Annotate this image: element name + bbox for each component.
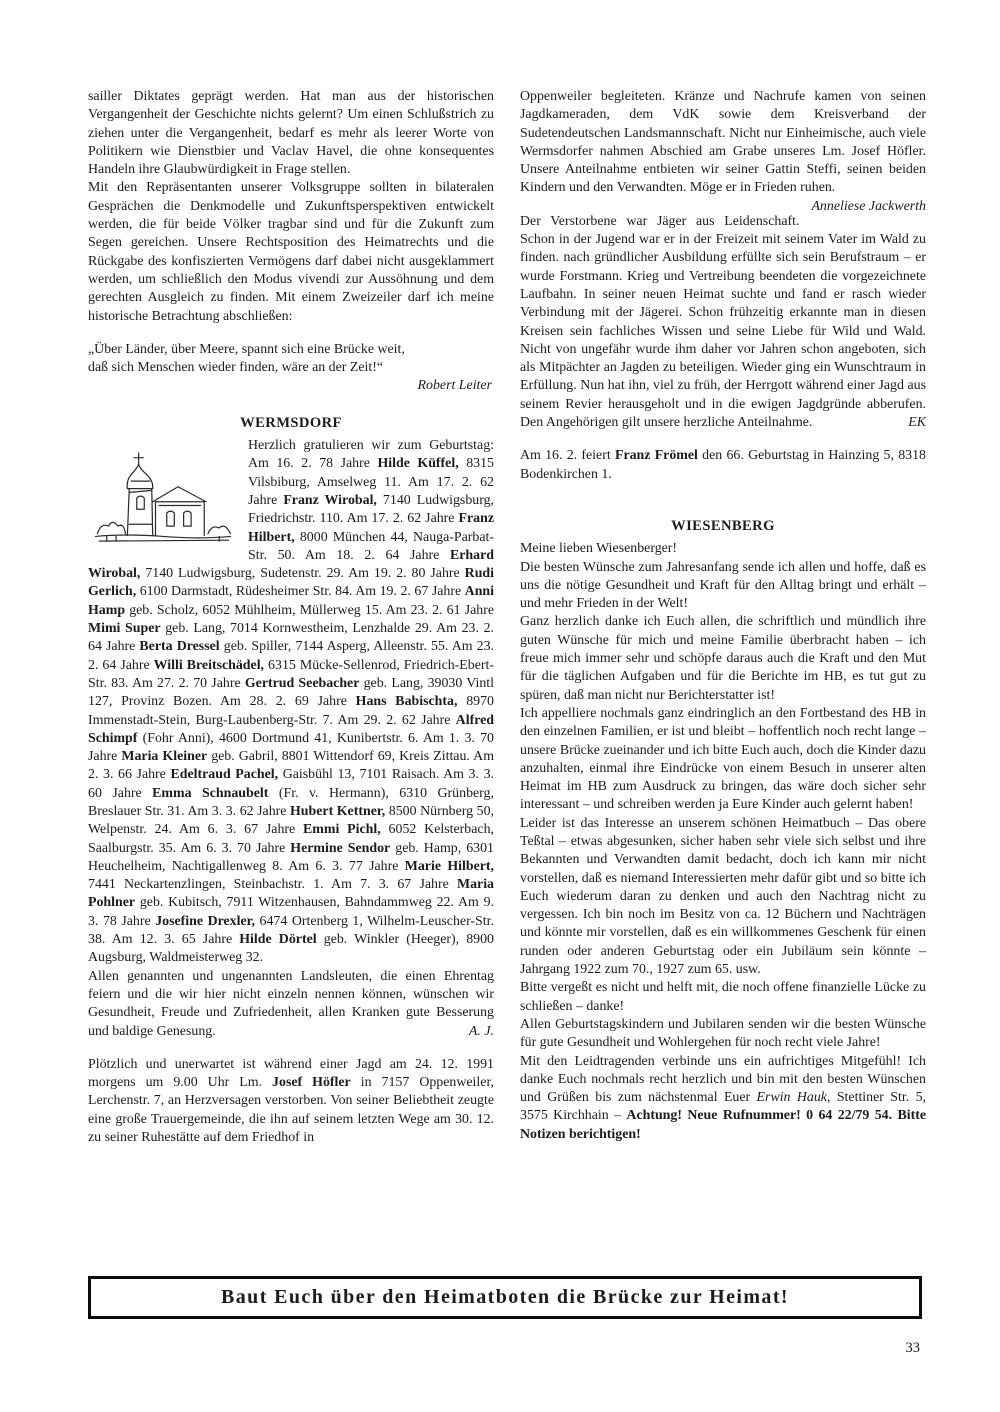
- wermsdorf-section: [88, 414, 494, 1041]
- paragraph-appell: Ich appelliere nochmals ganz eindringlich an den Fortbestand des HB in den einzelnen Familien, er ist und bleibt – hoffentlich noch recht lange – unsere Brücke zueinander und ich bitte Euch auch, doch die Kinder dazu anzuhalten, einmal ihre Eindrücke von einem Besuch in unserer alten Heimat im HB zum Ausdruck zu bringen, das wäre doch sicher sehr interessant – und schreiben werden ja Eure Kinder auch gelernt haben!: [520, 705, 926, 813]
- heimatbote-banner: [88, 1276, 922, 1319]
- froemel-birthday-note: Am 16. 2. feiert Franz Frömel den 66. Geburtstag in Hainzing 5, 8318 Bodenkirchen 1.: [520, 448, 926, 482]
- wiesenberg-salutation: Meine lieben Wiesenberger!: [520, 541, 678, 557]
- paragraph-diktat: sailler Diktates geprägt werden. Hat man aus der historischen Vergangenheit der Geschichte nichts gelernt? Um einen Schlußstrich zu ziehen unter die Vergangenheit, bedarf es mehr als leerer Worte von Politikern wie Dienstbier und Vaclav Havel, die ohne konsequentes Handeln ihre Glaubwürdigkeit in Frage stellen.: [88, 89, 494, 178]
- spacer: [520, 484, 926, 514]
- banner-text: Baut Euch über den Heimatboten die Brücke zur Heimat!: [221, 1286, 789, 1308]
- quote-block: [88, 341, 494, 378]
- birthday-list-paragraph: Herzlich gratulieren wir zum Geburtstag: Am 16. 2. 78 Jahre Hilde Küffel, 8315 Vilsbiburg, Amselweg 11. Am 17. 2. 62 Jahre Franz Wirobal, 7140 Ludwigsburg, Friedrichstr. 110. Am 17. 2. 62 Jahre Franz Hilbert, 8000 München 44, Nauga-Parbat-Str. 50. Am 18. 2. 64 Jahre Erhard Wirobal, 7140 Ludwigsburg, Sudetenstr. 29. Am 19. 2. 80 Jahre Rudi Gerlich, 6100 Darmstadt, Rüdesheimer Str. 84. Am 19. 2. 67 Jahre Anni Hamp geb. Scholz, 6052 Mühlheim, Müllerweg 15. Am 23. 2. 61 Jahre Mimi Super geb. Lang, 7014 Kornwestheim, Lenzhalde 29. Am 23. 2. 64 Jahre Berta Dressel geb. Spiller, 7144 Asperg, Alleenstr. 55. Am 23. 2. 64 Jahre Willi Breitschädel, 6315 Mücke-Sellenrod, Friedrich-Ebert-Str. 83. Am 27. 2. 70 Jahre Gertrud Seebacher geb. Lang, 39030 Vintl 127, Provinz Bozen. Am 28. 2. 69 Jahre Hans Babischta, 8970 Immenstadt-Stein, Burg-Laubenberg-Str. 7. Am 29. 2. 62 Jahre Alfred Schimpf (Fohr Anni), 4600 Dortmund 41, Kunibertstr. 6. Am 1. 3. 70 Jahre Maria Kleiner geb. Gabril, 8801 Wittendorf 69, Kreis Zittau. Am 2. 3. 66 Jahre Edeltraud Pachel, Gaisbühl 13, 7101 Raisach. Am 3. 3. 60 Jahre Emma Schnaubelt (Fr. v. Hermann), 6310 Grünberg, Breslauer Str. 31. Am 3. 3. 62 Jahre Hubert Kettner, 8500 Nürnberg 50, Welpenstr. 24. Am 6. 3. 67 Jahre Emmi Pichl, 6052 Kelsterbach, Saalburgstr. 35. Am 6. 3. 70 Jahre Hermine Sendor geb. Hamp, 6301 Heuchelheim, Nachtigallenweg 8. Am 6. 3. 77 Jahre Marie Hilbert, 7441 Neckartenzlingen, Steinbachstr. 1. Am 7. 3. 67 Jahre Maria Pohlner geb. Kubitsch, 7911 Witzenhausen, Bahndammweg 22. Am 9. 3. 78 Jahre Josefine Drexler, 6474 Ortenberg 1, Wilhelm-Leuscher-Str. 38. Am 12. 3. 65 Jahre Hilde Dörtel geb. Winkler (Heeger), 8900 Augsburg, Waldmeisterweg 32.: [88, 438, 495, 966]
- spacer: [88, 1041, 494, 1056]
- obituary-paragraph-part2: Oppenweiler begleiteten. Kränze und Nachrufe kamen von seinen Jagdkameraden, dem VdK sowie dem Kreisverband der Sudetendeutschen Landsmannschaft. Nicht nur Einheimische, auch viele Wermsdorfer nahmen Abschied am Grabe unseres Lm. Josef Höfler. Unsere Anteilnahme entbieten wir seiner Gattin Steffi, seinen beiden Kindern und den Verwandten. Möge er in Frieden ruhen. Anneliese Jackwerth: [520, 89, 926, 214]
- paragraph-geburtstagskinder: Allen Geburtstagskindern und Jubilaren senden wir die besten Wünsche für gute Gesundheit und Wohlergehen für noch recht viele Jahre!: [520, 1016, 926, 1051]
- obituary-tribute-paragraph: Der Verstorbene war Jäger aus Leidenschaft. Schon in der Jugend war er in der Freizeit mit seinem Vater im Wald zu finden. nach gründlicher Ausbildung erfüllte sich sein Berufstraum – er wurde Forstmann. Krieg und Vertreibung beendeten die vorgezeichnete Laufbahn. In seiner neuen Heimat suchte und fand er rasch wieder Verbindung mit der Jägerei. Schon frühzeitig erkannte man in diesen Kreisen sein fachliches Wissen und seine Liebe für Wild und Wald. Nicht von ungefähr wurde ihm daher vor Jahren schon angeboten, sich als Mitpächter an Jagden zu beteiligen. Wieder ging ein Wunschtraum in Erfüllung. Nun hat ihn, viel zu früh, der Herrgott während einer Jagd aus seinem Revier herausgeholt und in die ewigen Jagdgründe abberufen. Den Angehörigen gilt unsere herzliche Anteilnahme. EK: [520, 213, 926, 431]
- birthday-closing-paragraph: Allen genannten und ungenannten Landsleuten, die einen Ehrentag feiern und die wir hier nicht einzeln nennen können, wünschen wir Gesundheit, Freude und Zufriedenheit, allen Kranken gute Besserung und baldige Genesung. A. J.: [88, 968, 494, 1039]
- spacer: [88, 326, 494, 341]
- quote-author: Robert Leiter: [417, 378, 492, 394]
- section-heading-wermsdorf: WERMSDORF: [240, 414, 342, 431]
- section-heading-wiesenberg: WIESENBERG: [671, 517, 775, 534]
- left-column: [88, 88, 494, 1147]
- church-illustration: [88, 439, 238, 557]
- paragraph-wuensche: Die besten Wünsche zum Jahresanfang sende ich allen und hoffe, daß es uns die nötige Gesundheit und Kraft für den Alltag bringt und erhält – und mehr Frieden in der Welt!: [520, 559, 926, 612]
- spacer: [88, 396, 494, 411]
- wiesenberg-section: [520, 517, 926, 1144]
- obituary-paragraph-part1: Plötzlich und unerwartet ist während einer Jagd am 24. 12. 1991 morgens um 9.00 Uhr Lm. Josef Höfler in 7157 Oppenweiler, Lerchenstr. 7, an Herzversagen verstorben. Von seiner Beliebtheit zeugte eine große Trauergemeinde, die ihn auf seinem letzten Wege am 30. 12. zu seiner Ruhestätte auf dem Friedhof in: [88, 1056, 494, 1146]
- paragraph-danke: Ganz herzlich danke ich Euch allen, die schriftlich und mündlich ihre guten Wünsche für mich und meine Familie überbracht haben – ich freue mich immer sehr und schöpfe daraus auch die Kraft und den Mut für die täglichen Aufgaben und für die Berichte im HB, es tut gut zu spüren, daß man nicht nur Berichterstatter ist!: [520, 614, 926, 703]
- page-content: [88, 88, 926, 1147]
- page-number: 33: [905, 1340, 920, 1356]
- quote-line-1: „Über Länder, über Meere, spannt sich eine Brücke weit,: [88, 341, 405, 357]
- paragraph-abschluss: Mit den Leidtragenden verbinde uns ein aufrichtiges Mitgefühl! Ich danke Euch nochmals recht herzlich und bin mit den besten Wünschen und Grüßen bis zum nächstenmal Euer Erwin Hauk, Stettiner Str. 5, 3575 Kirchhain – Achtung! Neue Rufnummer! 0 64 22/79 54. Bitte Notizen berichtigen!: [520, 1053, 927, 1142]
- right-column: [520, 88, 926, 1147]
- paragraph-finanzielle-luecke: Bitte vergeßt es nicht und helft mit, die noch offene finanzielle Lücke zu schließen – danke!: [520, 980, 926, 1014]
- quote-line-2: daß sich Menschen wieder finden, wäre an der Zeit!“: [88, 360, 384, 376]
- paragraph-heimatbuch: Leider ist das Interesse an unserem schönen Heimatbuch – Das obere Teßtal – etwas abgesunken, sicher haben sehr viele sich selbst und ihre Bekannten und Verwandten damit bedacht, doch ich kann mir nicht vorstellen, daß es niemand Interessierten mehr dafür gibt und so bitte ich Euch wiederum daran zu denken und auch den Nachtrag nicht zu vergessen. Ich bin noch im Besitz von ca. 12 Büchern und Nachträgen und könnte mir vorstellen, daß es ein willkommenes Geschenk für einen runden oder anderen Geburtstag oder ein Jubiläum sein könnte – Jahrgang 1922 zum 70., 1927 zum 65. usw.: [520, 815, 926, 978]
- footer-whitespace: [0, 1320, 1000, 1412]
- spacer: [520, 432, 926, 447]
- paragraph-repraesentanten: Mit den Repräsentanten unserer Volksgruppe sollten in bilateralen Gesprächen die Denkmodelle und Zukunftsperspektiven entwickelt werden, die für beide Völker tragbar sind und für die Zukunft zum Segen gereichen. Unsere Rechtsposition des Heimatrechts und die Rückgabe des konfiszierten Vermögens darf dabei nicht ausgeklammert werden, um schließlich den Modus vivendi zur Aussöhnung und dem gerechten Ausgleich zu finden. Mit einem Zweizeiler darf ich meine historische Betrachtung abschließen:: [88, 180, 494, 324]
